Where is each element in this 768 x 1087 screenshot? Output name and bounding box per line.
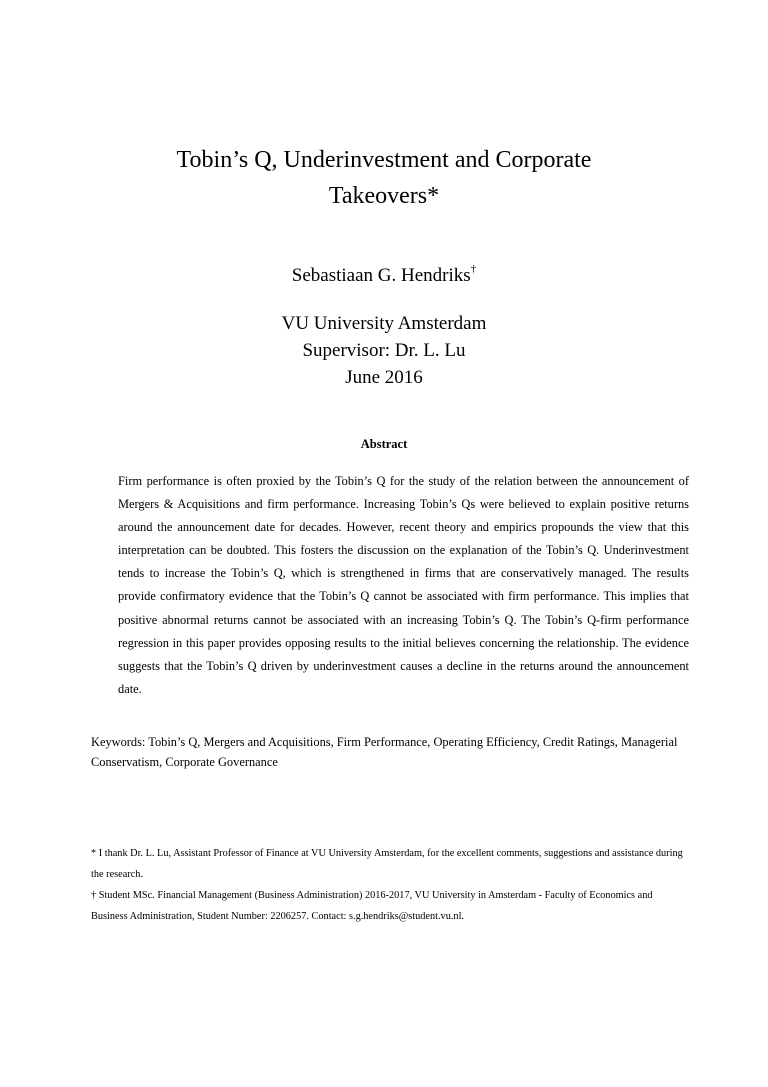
footnotes xyxy=(91,843,691,927)
abstract-text: Firm performance is often proxied by the Tobin’s Q for the study of the relation between the announcement of Mergers & Acquisitions and firm performance. Increasing Tobin’s Qs were believed to explain positive returns around the announcement date for decades. However, recent theory and empirics propounds the view that this interpretation can be doubted. This fosters the discussion on the explanation of the Tobin’s Q. Underinvestment tends to increase the Tobin’s Q, which is strengthened in firms that are conservatively managed. The results provide confirmatory evidence that the Tobin’s Q cannot be associated with firm performance. This implies that positive abnormal returns cannot be associated with an increasing Tobin’s Q. The Tobin’s Q-firm performance regression in this paper provides opposing results to the initial believes concerning the relationship. The evidence suggests that the Tobin’s Q driven by underinvestment causes a decline in the returns around the announcement date. xyxy=(118,474,689,696)
author-name: Sebastiaan G. Hendriks xyxy=(291,265,471,286)
abstract-heading: Abstract xyxy=(360,437,408,451)
footnote-1: * I thank Dr. L. Lu, Assistant Professor of Finance at VU University Amsterdam, for the excellent comments, suggestions and assistance during the research. xyxy=(91,848,683,880)
paper-title xyxy=(0,142,768,214)
author xyxy=(0,264,768,288)
title-line-2: Takeovers* xyxy=(328,183,440,209)
date: June 2016 xyxy=(345,367,423,388)
affiliation-block xyxy=(0,310,768,391)
university: VU University Amsterdam xyxy=(281,313,487,334)
keywords: Keywords: Tobin’s Q, Mergers and Acquisitions, Firm Performance, Operating Efficiency, Credit Ratings, Managerial Conservatism, Corporate Governance xyxy=(91,735,678,769)
supervisor: Supervisor: Dr. L. Lu xyxy=(302,340,466,361)
title-line-1: Tobin’s Q, Underinvestment and Corporate xyxy=(176,147,592,173)
author-footnote-mark: † xyxy=(470,263,477,275)
footnote-2: † Student MSc. Financial Management (Business Administration) 2016-2017, VU University in Amsterdam - Faculty of Economics and Business Administration, Student Number: 2206257. Contact: s.g.hendriks@student.vu.nl. xyxy=(91,890,653,922)
